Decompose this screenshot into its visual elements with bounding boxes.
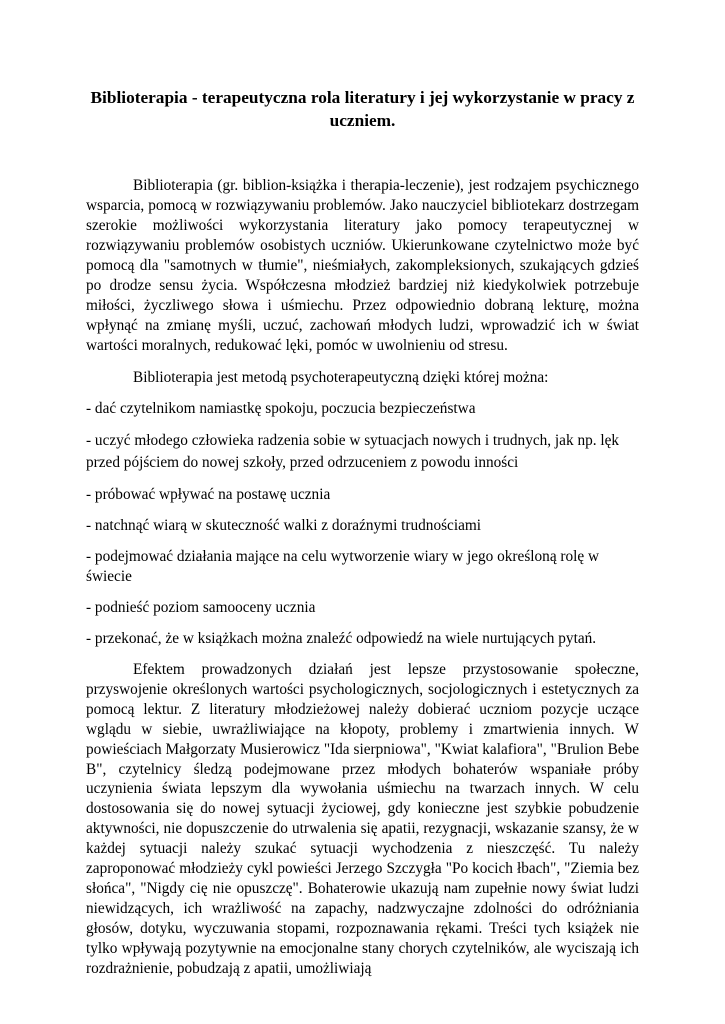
bullet-item: - próbować wpływać na postawę ucznia: [86, 486, 331, 503]
bullet-item: - przekonać, że w książkach można znaleźć odpowiedź na wiele nurtujących pytań.: [86, 630, 597, 647]
bullet-item: - podejmować działania mające na celu wytworzenie wiary w jego określoną rolę w świecie: [86, 548, 600, 585]
closing-paragraph: Efektem prowadzonych działań jest lepsze przystosowanie społeczne, przyswojenie określonych wartości psychologicznych, socjologicznych i estetycznych za pomocą lektur. Z literatury młodzieżowej należy dobierać uczniom pozycje uczące wglądu w siebie, uwrażliwiające na kłopoty, problemy i zmartwienia innych. W powieściach Małgorzaty Musierowicz "Ida sierpniowa", "Kwiat kalafiora", "Brulion Bebe B", czytelnicy śledzą podejmowane przez młodych bohaterów wspaniałe próby uczynienia świata lepszym dla wywołania uśmiechu na twarzach innych. W celu dostosowania się do nowej sytuacji życiowej, gdy konieczne jest szybkie pobudzenie aktywności, nie dopuszczenie do utrwalenia się apatii, rezygnacji, wskazanie szansy, że w każdej sytuacji należy szukać sytuacji wychodzenia z nieszczęść. Tu należy zaproponować młodzieży cykl powieści Jerzego Szczygła "Po kocich łbach", "Ziemia bez słońca", "Nigdy cię nie opuszczę". Bohaterowie ukazują nam zupełnie nowy świat ludzi niewidzących, ich wrażliwość na zapachy, nadzwyczajne zdolności do odróżniania głosów, dotyku, wyczuwania stopami, rozpoznawania rękami. Treści tych książek nie tylko wpływają pozytywnie na emocjonalne stany chorych czytelników, ale wyciszają ich rozdrażnienie, pobudzają z apatii, umożliwiają: [86, 661, 639, 977]
bullet-item: - uczyć młodego człowieka radzenia sobie w sytuacjach nowych i trudnych, jak np. lęk przed pójściem do nowej szkoły, przed odrzuceniem z powodu inności: [86, 432, 620, 471]
bullet-item: - dać czytelnikom namiastkę spokoju, poczucia bezpieczeństwa: [86, 400, 476, 417]
document-body: [86, 176, 639, 979]
method-lead-paragraph: Biblioterapia jest metodą psychoterapeutyczną dzięki której można:: [133, 369, 549, 386]
document-title: Biblioterapia - terapeutyczna rola literatury i jej wykorzystanie w pracy z uczniem.: [90, 88, 635, 130]
intro-paragraph: Biblioterapia (gr. biblion-książka i therapia-leczenie), jest rodzajem psychicznego wsparcia, pomocą w rozwiązywaniu problemów. Jako nauczyciel bibliotekarz dostrzegam szerokie możliwości wykorzystania literatury jako pomocy terapeutycznej w rozwiązywaniu problemów osobistych uczniów. Ukierunkowane czytelnictwo może być pomocą dla "samotnych w tłumie", nieśmiałych, zakompleksionych, szukających gdzieś po drodze sensu życia. Współczesna młodzież bardziej niż kiedykolwiek potrzebuje miłości, życzliwego słowa i uśmiechu. Przez odpowiednio dobraną lekturę, można wpłynąć na zmianę myśli, uczuć, zachowań młodych ludzi, wprowadzić ich w świat wartości moralnych, redukować lęki, pomóc w uwolnieniu od stresu.: [86, 177, 639, 354]
bullet-item: - natchnąć wiarą w skuteczność walki z doraźnymi trudnościami: [86, 517, 482, 534]
bullet-item: - podnieść poziom samooceny ucznia: [86, 599, 316, 616]
